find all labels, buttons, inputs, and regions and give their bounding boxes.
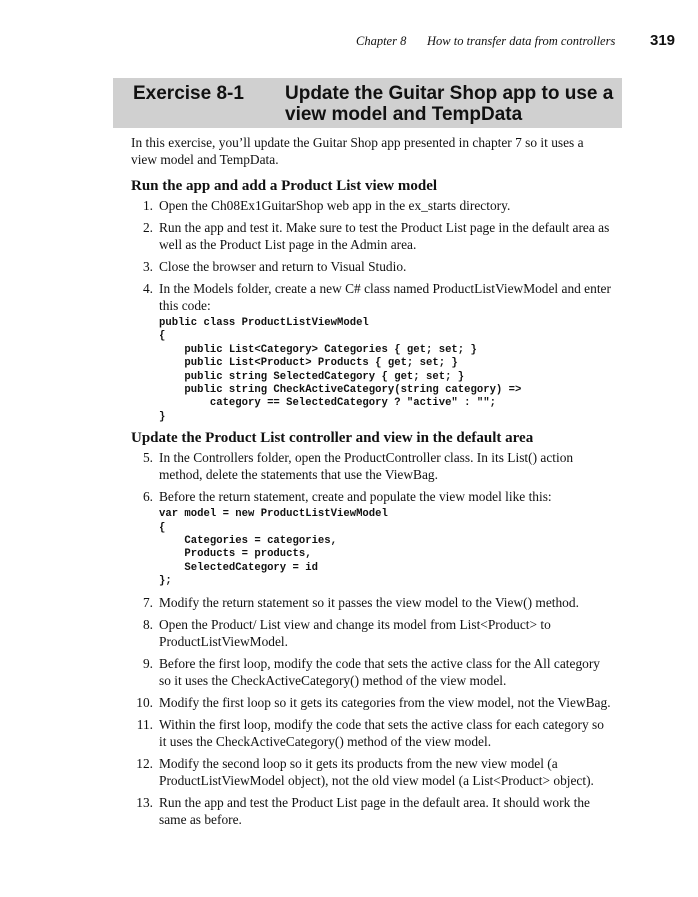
step-text: Within the first loop, modify the code that sets the active class for each category so it uses the CheckActiveCategory() method of the view model. (159, 716, 604, 749)
step-number: 5. (142, 450, 153, 466)
step-number: 3. (142, 259, 153, 274)
step-item (131, 755, 611, 789)
step-number: 4. (142, 281, 153, 296)
running-head (0, 32, 698, 52)
step-number: 12. (136, 755, 153, 771)
step-item (131, 219, 611, 253)
section-heading: Run the app and add a Product List view model (131, 178, 438, 194)
step-item (131, 594, 611, 611)
intro-paragraph: In this exercise, you’ll update the Guitar Shop app presented in chapter 7 so it uses a view model and TempData. (131, 135, 584, 167)
page-number: 319 (650, 32, 676, 49)
step-item (131, 694, 611, 711)
step-list (131, 449, 611, 827)
chapter-title: How to transfer data from controllers (427, 34, 616, 48)
code-block: var model = new ProductListViewModel { Categories = categories, Products = products, SelectedCategory = id }; (159, 508, 388, 588)
step-item (131, 716, 611, 750)
step-text: Modify the return statement so it passes the view model to the View() method. (159, 594, 579, 610)
step-text: In the Controllers folder, open the ProductController class. In its List() action method, delete the statements that use the ViewBag. (159, 450, 574, 483)
step-text: Close the browser and return to Visual Studio. (159, 259, 407, 274)
step-item (131, 794, 611, 828)
exercise-label: Exercise 8-1 (133, 83, 244, 104)
step-number: 7. (142, 594, 153, 610)
step-text: Before the return statement, create and populate the view model like this: (159, 489, 552, 505)
step-number: 9. (142, 655, 153, 671)
step-item (131, 655, 611, 689)
step-text: Modify the second loop so it gets its products from the new view model (a ProductListViewModel object), not the old view model (a List<Product> object). (159, 755, 594, 788)
step-item (131, 280, 611, 424)
step-item (131, 616, 611, 650)
step-text: Run the app and test the Product List page in the default area. It should work the same as before. (159, 794, 590, 827)
step-text: Open the Ch08Ex1GuitarShop web app in the ex_starts directory. (159, 198, 511, 213)
exercise-title: Update the Guitar Shop app to use a view model and TempData (285, 83, 614, 125)
step-number: 2. (142, 220, 153, 235)
section-heading: Update the Product List controller and view in the default area (131, 430, 534, 447)
step-number: 8. (142, 616, 153, 632)
step-item (131, 449, 611, 483)
step-text: Run the app and test it. Make sure to test the Product List page in the default area as well as the Product List page in the Admin area. (159, 220, 610, 252)
step-number: 13. (136, 794, 153, 810)
sections (131, 177, 611, 828)
exercise-banner (113, 78, 622, 128)
step-text: In the Models folder, create a new C# class named ProductListViewModel and enter this code: (159, 281, 611, 313)
step-item (131, 488, 611, 588)
step-text: Open the Product/ List view and change its model from List<Product> to ProductListViewModel. (159, 616, 551, 649)
step-list (131, 197, 611, 424)
step-text: Before the first loop, modify the code that sets the active class for the All category so it uses the CheckActiveCategory() method of the view model. (159, 655, 601, 688)
step-number: 6. (142, 489, 153, 505)
step-number: 10. (136, 694, 153, 710)
chapter-label: Chapter 8 (356, 34, 407, 48)
step-text: Modify the first loop so it gets its categories from the view model, not the ViewBag. (159, 694, 611, 710)
code-block: public class ProductListViewModel { public List<Category> Categories { get; set; } public List<Product> Products { get; set; } public string SelectedCategory { get; set; } public string CheckActiveCategory(string category) => category == SelectedCategory ? "active" : ""; } (159, 317, 522, 423)
step-number: 11. (136, 716, 153, 732)
step-item (131, 258, 611, 275)
exercise-body (131, 134, 611, 833)
step-number: 1. (142, 198, 153, 213)
step-item (131, 197, 611, 214)
